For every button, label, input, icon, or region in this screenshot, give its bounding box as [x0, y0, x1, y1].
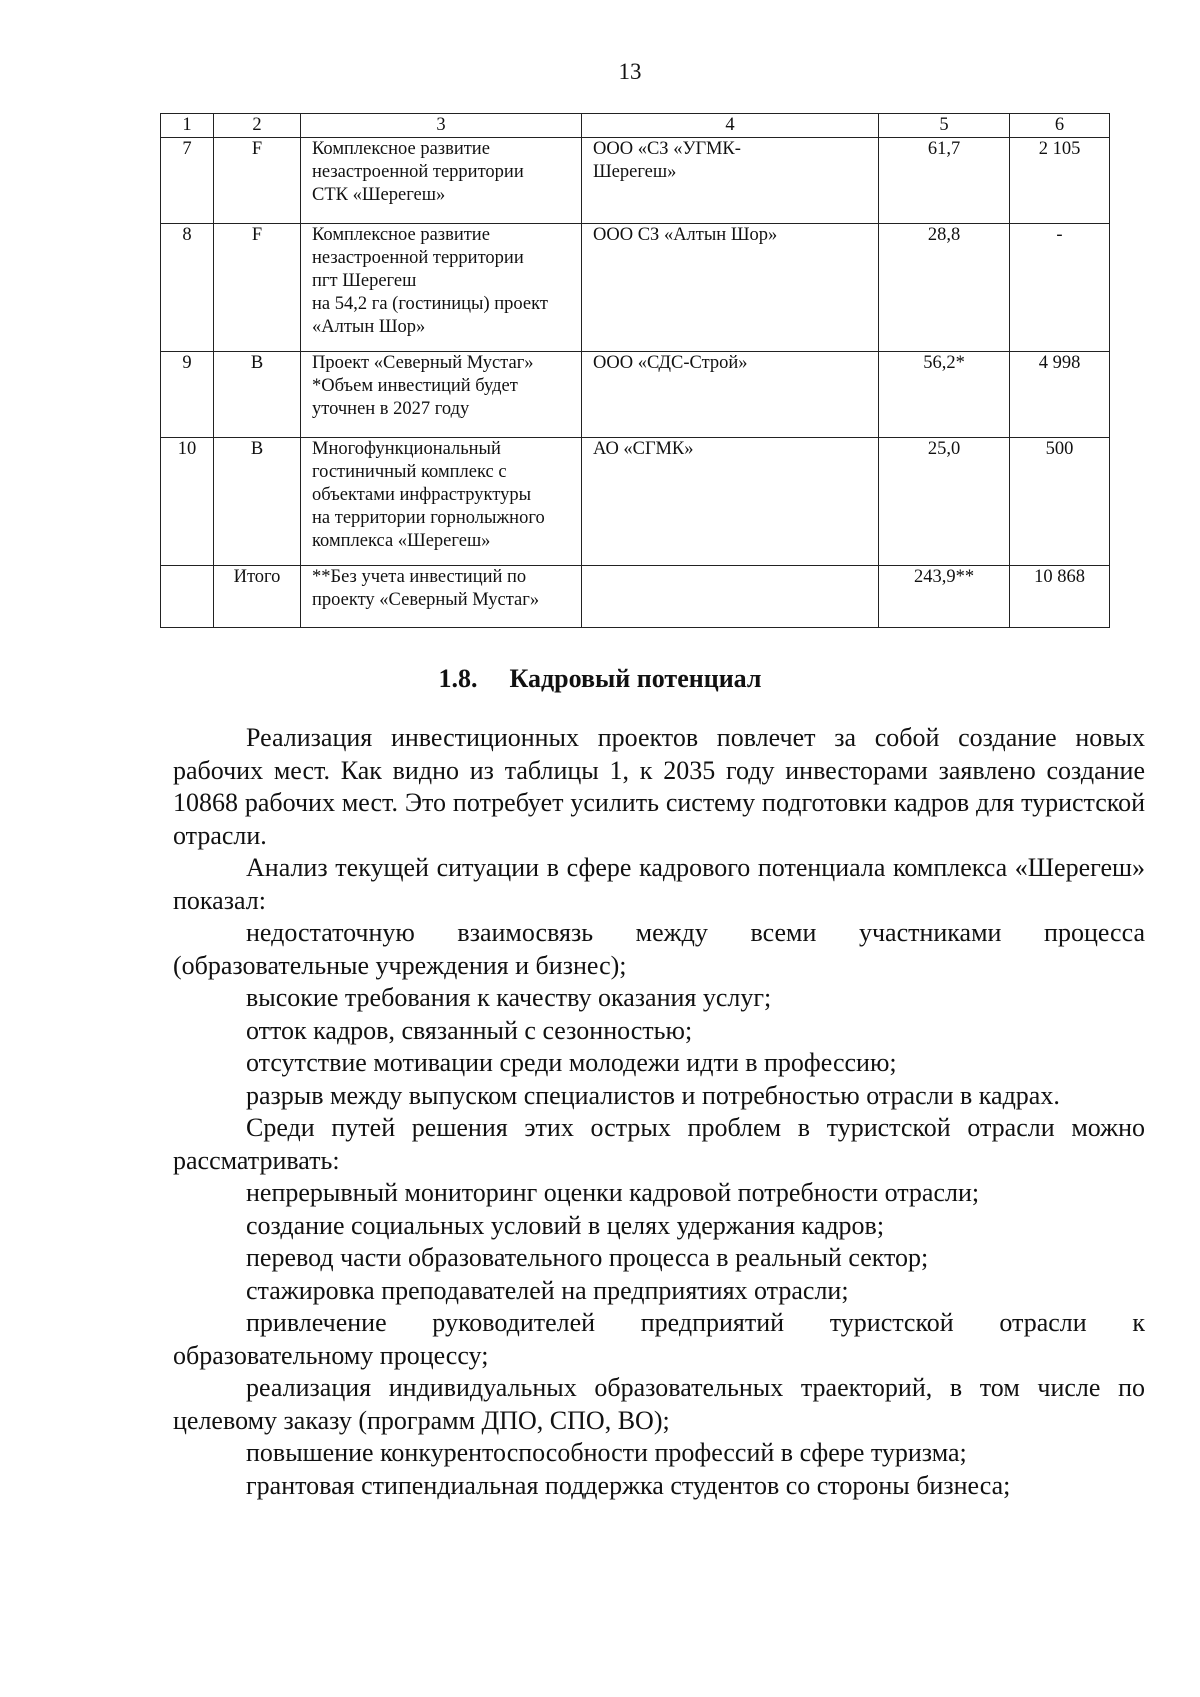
- row-number-cell: 9: [161, 352, 214, 438]
- list-item: реализация индивидуальных образовательных траекторий, в том числе по целевому заказу (программ ДПО, СПО, ВО);: [173, 1373, 1145, 1435]
- paragraph: Среди путей решения этих острых проблем в туристской отрасли можно рассматривать:: [173, 1113, 1145, 1175]
- row-jobs-cell: 500: [1010, 438, 1110, 566]
- section-title: Кадровый потенциал: [509, 664, 762, 693]
- row-type-cell: F: [214, 138, 301, 224]
- table-total-row: [161, 566, 1110, 628]
- section-number: 1.8.: [438, 664, 478, 693]
- total-investor-cell: [582, 566, 879, 628]
- list-item: высокие требования к качеству оказания услуг;: [246, 983, 772, 1012]
- row-jobs-cell: -: [1010, 224, 1110, 352]
- list-item: непрерывный мониторинг оценки кадровой потребности отрасли;: [246, 1178, 980, 1207]
- row-number-cell: 7: [161, 138, 214, 224]
- list-item: привлечение руководителей предприятий туристской отрасли к образовательному процессу;: [173, 1308, 1145, 1370]
- table-row: [161, 224, 1110, 352]
- list-item: грантовая стипендиальная поддержка студентов со стороны бизнеса;: [246, 1470, 1011, 1500]
- row-jobs-cell: 4 998: [1010, 352, 1110, 438]
- row-type-cell: F: [214, 224, 301, 352]
- total-jobs-cell: 10 868: [1010, 566, 1110, 628]
- row-type-cell: B: [214, 438, 301, 566]
- total-label-cell: Итого: [214, 566, 301, 628]
- column-number-cell: 6: [1010, 114, 1110, 138]
- paragraph: Реализация инвестиционных проектов повлечет за собой создание новых рабочих мест. Как видно из таблицы 1, к 2035 году инвесторами заявлено создание 10868 рабочих мест. Это потребует усилить систему подготовки кадров для туристской отрасли.: [173, 723, 1145, 850]
- list-item: разрыв между выпуском специалистов и потребностью отрасли в кадрах.: [246, 1080, 1060, 1110]
- row-investor-cell: ООО «СЗ «УГМК- Шерегеш»: [582, 138, 879, 224]
- row-investment-cell: 61,7: [879, 138, 1010, 224]
- list-item: повышение конкурентоспособности профессий в сфере туризма;: [246, 1438, 967, 1467]
- section-heading: [0, 663, 1200, 695]
- row-investor-cell: АО «СГМК»: [582, 438, 879, 566]
- row-project-cell: Комплексное развитие незастроенной территории пгт Шерегеш на 54,2 га (гостиницы) проект «Алтын Шор»: [301, 224, 582, 352]
- table-row: [161, 138, 1110, 224]
- row-investor-cell: ООО «СДС-Строй»: [582, 352, 879, 438]
- row-investor-cell: ООО СЗ «Алтын Шор»: [582, 224, 879, 352]
- row-investment-cell: 25,0: [879, 438, 1010, 566]
- list-item: стажировка преподавателей на предприятиях отрасли;: [246, 1275, 849, 1305]
- column-number-cell: 4: [582, 114, 879, 138]
- row-number-cell: 10: [161, 438, 214, 566]
- row-number-cell: 8: [161, 224, 214, 352]
- column-number-cell: 5: [879, 114, 1010, 138]
- list-item: отсутствие мотивации среди молодежи идти в профессию;: [246, 1048, 897, 1077]
- row-jobs-cell: 2 105: [1010, 138, 1110, 224]
- row-project-cell: Комплексное развитие незастроенной территории СТК «Шерегеш»: [301, 138, 582, 224]
- page-number: 13: [618, 59, 642, 84]
- column-number-cell: 1: [161, 114, 214, 138]
- row-project-cell: Многофункциональный гостиничный комплекс с объектами инфраструктуры на территории горнолыжного комплекса «Шерегеш»: [301, 438, 582, 566]
- body-text: [173, 722, 1145, 1502]
- row-investment-cell: 56,2*: [879, 352, 1010, 438]
- total-number-cell: [161, 566, 214, 628]
- paragraph: Анализ текущей ситуации в сфере кадрового потенциала комплекса «Шерегеш» показал:: [173, 853, 1145, 915]
- total-note-cell: **Без учета инвестиций по проекту «Северный Мустаг»: [301, 566, 582, 628]
- row-investment-cell: 28,8: [879, 224, 1010, 352]
- list-item: перевод части образовательного процесса в реальный сектор;: [246, 1243, 929, 1272]
- investment-projects-table: [160, 113, 1110, 628]
- total-investment-cell: 243,9**: [879, 566, 1010, 628]
- column-number-cell: 3: [301, 114, 582, 138]
- table-column-number-row: [161, 114, 1110, 138]
- column-number-cell: 2: [214, 114, 301, 138]
- list-item: создание социальных условий в целях удержания кадров;: [246, 1210, 885, 1240]
- row-project-cell: Проект «Северный Мустаг» *Объем инвестиций будет уточнен в 2027 году: [301, 352, 582, 438]
- list-item: отток кадров, связанный с сезонностью;: [246, 1015, 693, 1045]
- row-type-cell: B: [214, 352, 301, 438]
- list-item: недостаточную взаимосвязь между всеми участниками процесса (образовательные учреждения и бизнес);: [173, 918, 1145, 980]
- table-row: [161, 352, 1110, 438]
- table-row: [161, 438, 1110, 566]
